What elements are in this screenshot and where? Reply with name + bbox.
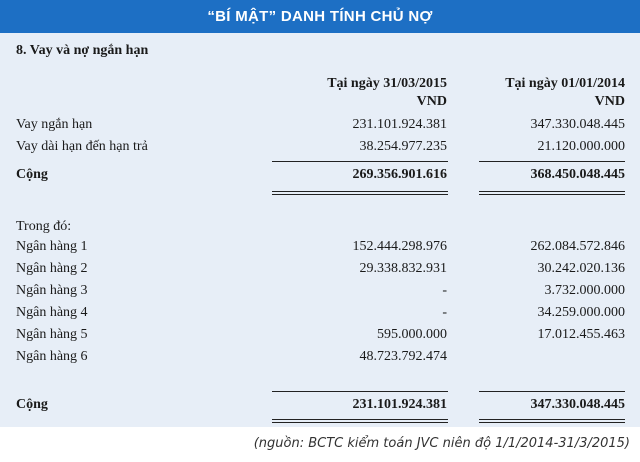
table-row: [0, 327, 640, 347]
table-row: [0, 261, 640, 281]
row-label: Ngân hàng 6: [16, 349, 88, 364]
total-value-2015: 269.356.901.616: [352, 167, 447, 182]
row-value-2015: 48.723.792.474: [359, 349, 447, 364]
table-row: [0, 283, 640, 303]
section-title: 8. Vay và nợ ngắn hạn: [16, 43, 149, 58]
row-label: Vay dài hạn đến hạn trả: [16, 139, 148, 154]
row-value-2015: -: [442, 283, 447, 298]
divider: [272, 391, 448, 392]
row-value-2015: 231.101.924.381: [352, 117, 447, 132]
table-row: [0, 349, 640, 369]
column-header-2: [505, 75, 625, 111]
total-value-2014: 347.330.048.445: [530, 397, 625, 412]
row-value-2014: 34.259.000.000: [537, 305, 625, 320]
row-label: Ngân hàng 1: [16, 239, 88, 254]
row-label: Ngân hàng 5: [16, 327, 88, 342]
divider: [479, 191, 625, 192]
column-header-1: [327, 75, 447, 111]
divider: [272, 191, 448, 192]
divider: [272, 419, 448, 420]
row-value-2015: 29.338.832.931: [359, 261, 447, 276]
row-value-2014: 30.242.020.136: [537, 261, 625, 276]
total-label: Cộng: [16, 397, 48, 412]
detail-header: [0, 219, 640, 239]
table-row: [0, 139, 640, 159]
row-value-2014: 3.732.000.000: [544, 283, 625, 298]
divider: [479, 391, 625, 392]
column-unit: VND: [416, 94, 447, 109]
row-value-2015: 595.000.000: [377, 327, 447, 342]
header-banner: [0, 0, 640, 33]
divider: [479, 161, 625, 162]
divider: [479, 419, 625, 420]
column-date: Tại ngày 31/03/2015: [327, 76, 447, 91]
divider: [272, 422, 448, 423]
row-label: Ngân hàng 2: [16, 261, 88, 276]
total-row: [0, 397, 640, 417]
divider: [479, 194, 625, 195]
divider: [479, 422, 625, 423]
total-value-2015: 231.101.924.381: [352, 397, 447, 412]
row-value-2015: 38.254.977.235: [359, 139, 447, 154]
source-caption: (nguồn: BCTC kiểm toán JVC niên độ 1/1/2014-31/3/2015): [253, 436, 630, 451]
row-label: Vay ngắn hạn: [16, 117, 93, 132]
table-row: [0, 117, 640, 137]
total-label: Cộng: [16, 167, 48, 182]
banner-title: “BÍ MẬT” DANH TÍNH CHỦ NỢ: [207, 8, 433, 25]
row-value-2015: 152.444.298.976: [352, 239, 447, 254]
column-date: Tại ngày 01/01/2014: [505, 76, 625, 91]
table-row: [0, 239, 640, 259]
row-value-2014: 262.084.572.846: [530, 239, 625, 254]
table-panel: [0, 33, 640, 427]
row-value-2014: 17.012.455.463: [537, 327, 625, 342]
detail-header-label: Trong đó:: [16, 219, 72, 234]
column-unit: VND: [594, 94, 625, 109]
row-value-2014: 21.120.000.000: [537, 139, 625, 154]
total-value-2014: 368.450.048.445: [530, 167, 625, 182]
row-label: Ngân hàng 3: [16, 283, 88, 298]
divider: [272, 161, 448, 162]
divider: [272, 194, 448, 195]
table-row: [0, 305, 640, 325]
row-value-2015: -: [442, 305, 447, 320]
total-row: [0, 167, 640, 187]
row-label: Ngân hàng 4: [16, 305, 88, 320]
row-value-2014: 347.330.048.445: [530, 117, 625, 132]
